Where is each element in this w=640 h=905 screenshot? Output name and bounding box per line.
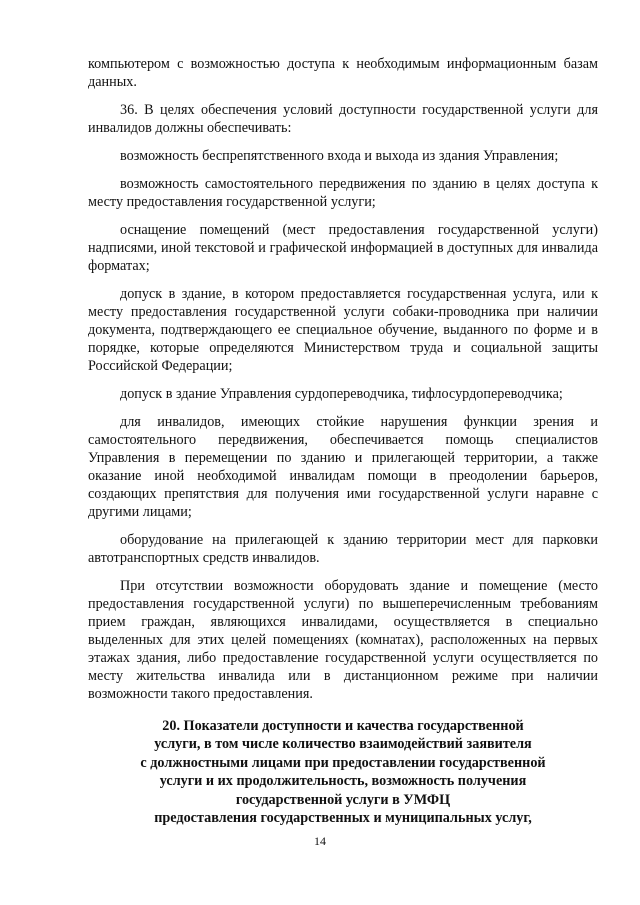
- paragraph-alternative: При отсутствии возможности оборудовать здание и помещение (место предоставления государственной услуги) по вышеперечисленным требованиям прием граждан, являющихся инвалидами, осуществляется в специально выделенных для этих целей помещениях (комнатах), расположенных на первых этажах здания, либо предоставление государственной услуги осуществляется по месту жительства инвалида или в дистанционном режиме при наличии возможности такого предоставления.: [88, 578, 598, 702]
- page-number: 14: [314, 834, 326, 848]
- heading-line: предоставления государственных и муниципальных услуг,: [154, 810, 532, 827]
- paragraph-sign-interpreter: допуск в здание Управления сурдопереводчика, тифлосурдопереводчика;: [120, 386, 563, 402]
- paragraph-assistance: для инвалидов, имеющих стойкие нарушения функции зрения и самостоятельного передвижения, обеспечивается помощь специалистов Управления в перемещении по зданию и прилегающей территории, а также оказание иной необходимой инвалидам помощи в преодолении барьеров, создающих препятствия для получения ими государственной услуги наравне с другими лицами;: [88, 414, 598, 520]
- heading-line: услуги, в том числе количество взаимодействий заявителя: [154, 736, 532, 753]
- paragraph-continuation: компьютером с возможностью доступа к необходимым информационным базам данных.: [88, 56, 598, 90]
- paragraph-entry-exit: возможность беспрепятственного входа и выхода из здания Управления;: [120, 148, 559, 164]
- paragraph-36-intro: 36. В целях обеспечения условий доступности государственной услуги для инвалидов должны обеспечивать:: [88, 102, 598, 136]
- page-body: [88, 55, 598, 827]
- heading-line: 20. Показатели доступности и качества государственной: [162, 718, 524, 734]
- paragraph-movement: возможность самостоятельного передвижения по зданию в целях доступа к месту предоставления государственной услуги;: [88, 176, 598, 210]
- paragraph-signage: оснащение помещений (мест предоставления государственной услуги) надписями, иной текстовой и графической информацией в доступных для инвалида форматах;: [88, 222, 598, 274]
- section-20-heading: [88, 717, 598, 827]
- heading-line: услуги и их продолжительность, возможность получения: [159, 773, 527, 790]
- heading-line: с должностными лицами при предоставлении государственной: [140, 754, 546, 771]
- paragraph-guide-dog: допуск в здание, в котором предоставляется государственная услуга, или к месту предоставления государственной услуги собаки-проводника при наличии документа, подтверждающего ее специальное обучение, выданного по форме и в порядке, которые определяются Министерством труда и социальной защиты Российской Федерации;: [88, 286, 598, 374]
- paragraph-parking: оборудование на прилегающей к зданию территории мест для парковки автотранспортных средств инвалидов.: [88, 532, 598, 566]
- heading-line: государственной услуги в УМФЦ: [235, 791, 451, 808]
